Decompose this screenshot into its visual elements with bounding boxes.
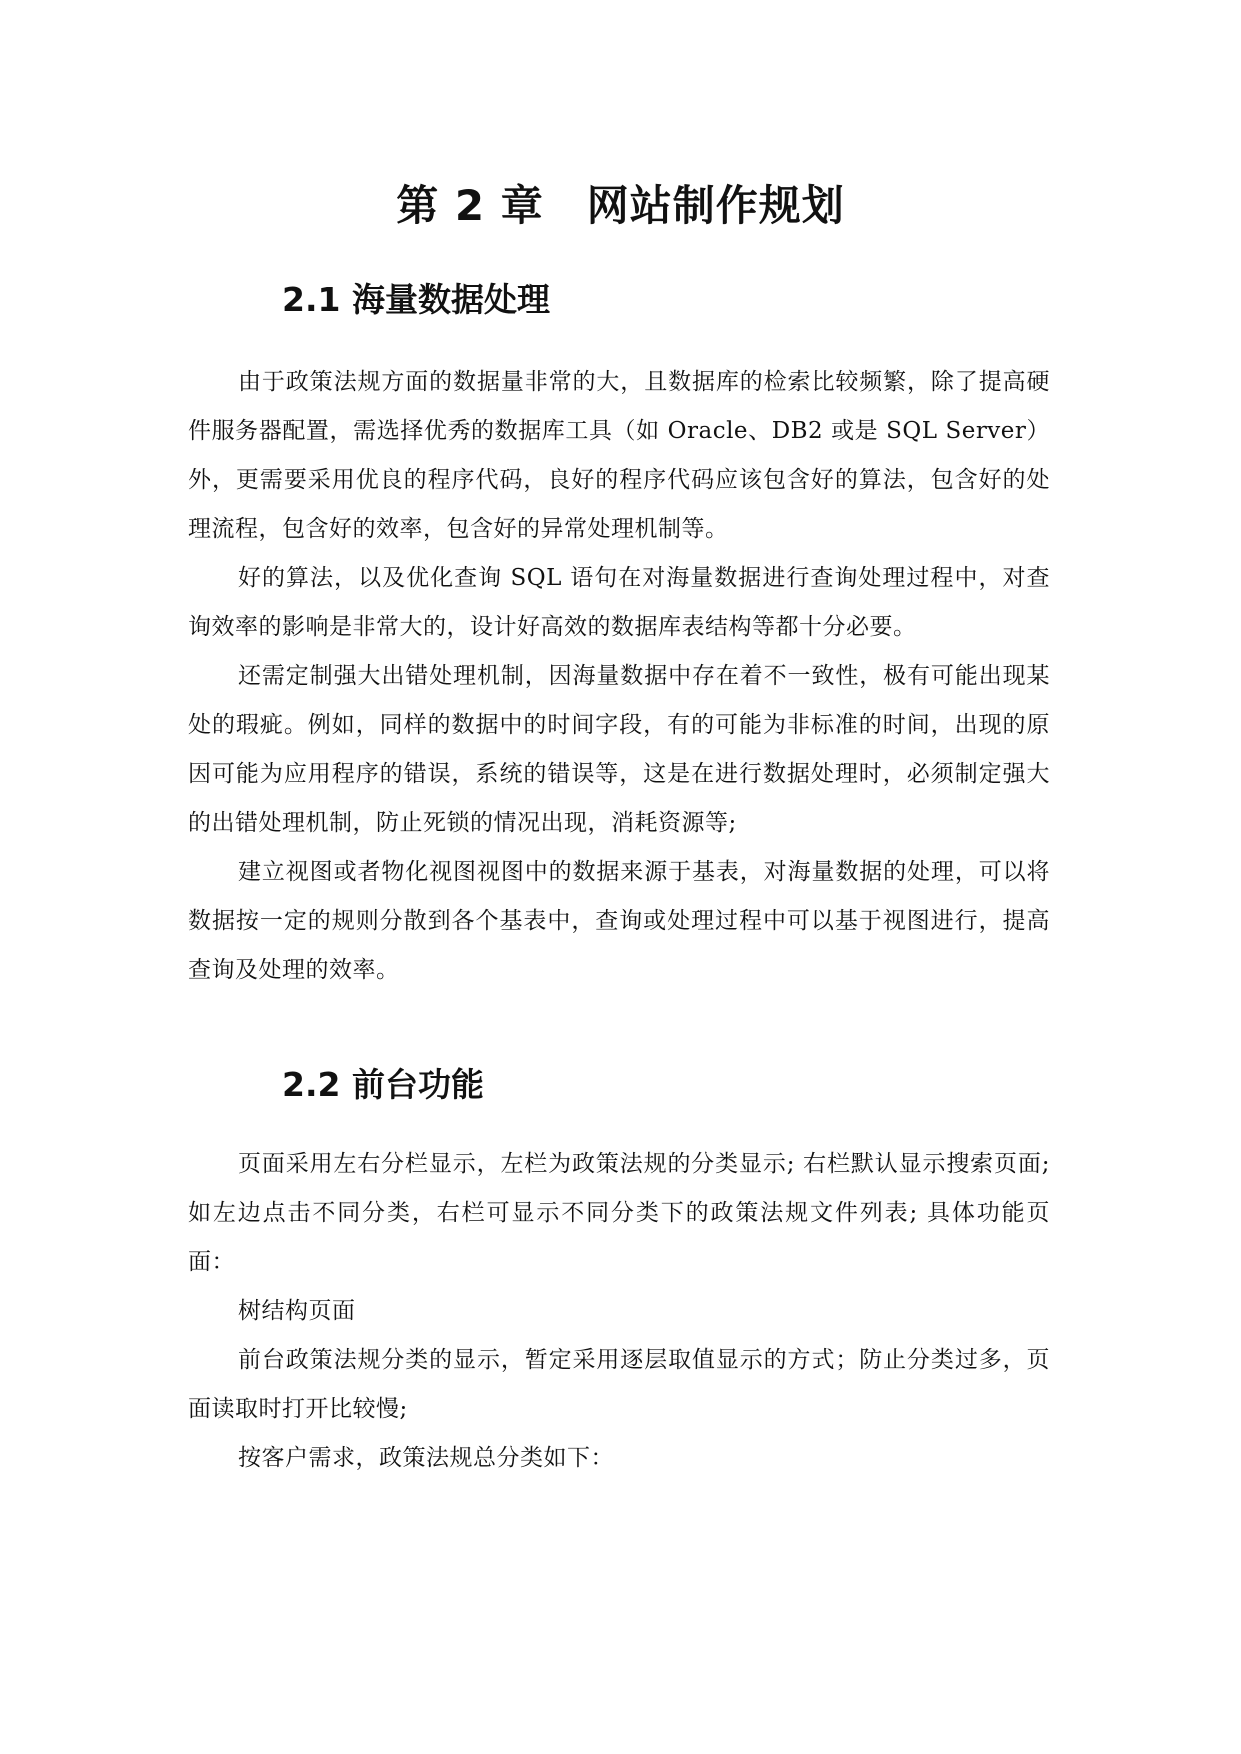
paragraph: 前台政策法规分类的显示，暂定采用逐层取值显示的方式；防止分类过多，页面读取时打开比较慢; (188, 1347, 1050, 1422)
section-heading-2-1: 2.1 海量数据处理 (282, 280, 550, 319)
paragraph: 由于政策法规方面的数据量非常的大，且数据库的检索比较频繁，除了提高硬件服务器配置，需选择优秀的数据库工具（如 Oracle、DB2 或是 SQL Server）外，更需要采用优良的程序代码，良好的程序代码应该包含好的算法，包含好的处理流程，包含好的效率，包含好的异常处理机制等。 (188, 369, 1050, 542)
section-heading-2-2: 2.2 前台功能 (282, 1065, 484, 1104)
section-2-2-body (188, 1140, 1050, 1483)
paragraph: 页面采用左右分栏显示，左栏为政策法规的分类显示; 右栏默认显示搜索页面; 如左边点击不同分类，右栏可显示不同分类下的政策法规文件列表; 具体功能页面： (188, 1151, 1050, 1275)
paragraph: 建立视图或者物化视图视图中的数据来源于基表，对海量数据的处理，可以将数据按一定的规则分散到各个基表中，查询或处理过程中可以基于视图进行，提高查询及处理的效率。 (188, 859, 1050, 983)
paragraph: 按客户需求，政策法规总分类如下： (238, 1445, 614, 1471)
paragraph: 树结构页面 (238, 1298, 356, 1324)
section-2-1-body (188, 358, 1050, 995)
paragraph: 好的算法，以及优化查询 SQL 语句在对海量数据进行查询处理过程中，对查询效率的影响是非常大的，设计好高效的数据库表结构等都十分必要。 (188, 565, 1050, 640)
paragraph: 还需定制强大出错处理机制，因海量数据中存在着不一致性，极有可能出现某处的瑕疵。例如，同样的数据中的时间字段，有的可能为非标准的时间，出现的原因可能为应用程序的错误，系统的错误等，这是在进行数据处理时，必须制定强大的出错处理机制，防止死锁的情况出现，消耗资源等; (188, 663, 1050, 836)
chapter-title: 第 2 章 网站制作规划 (396, 181, 845, 230)
